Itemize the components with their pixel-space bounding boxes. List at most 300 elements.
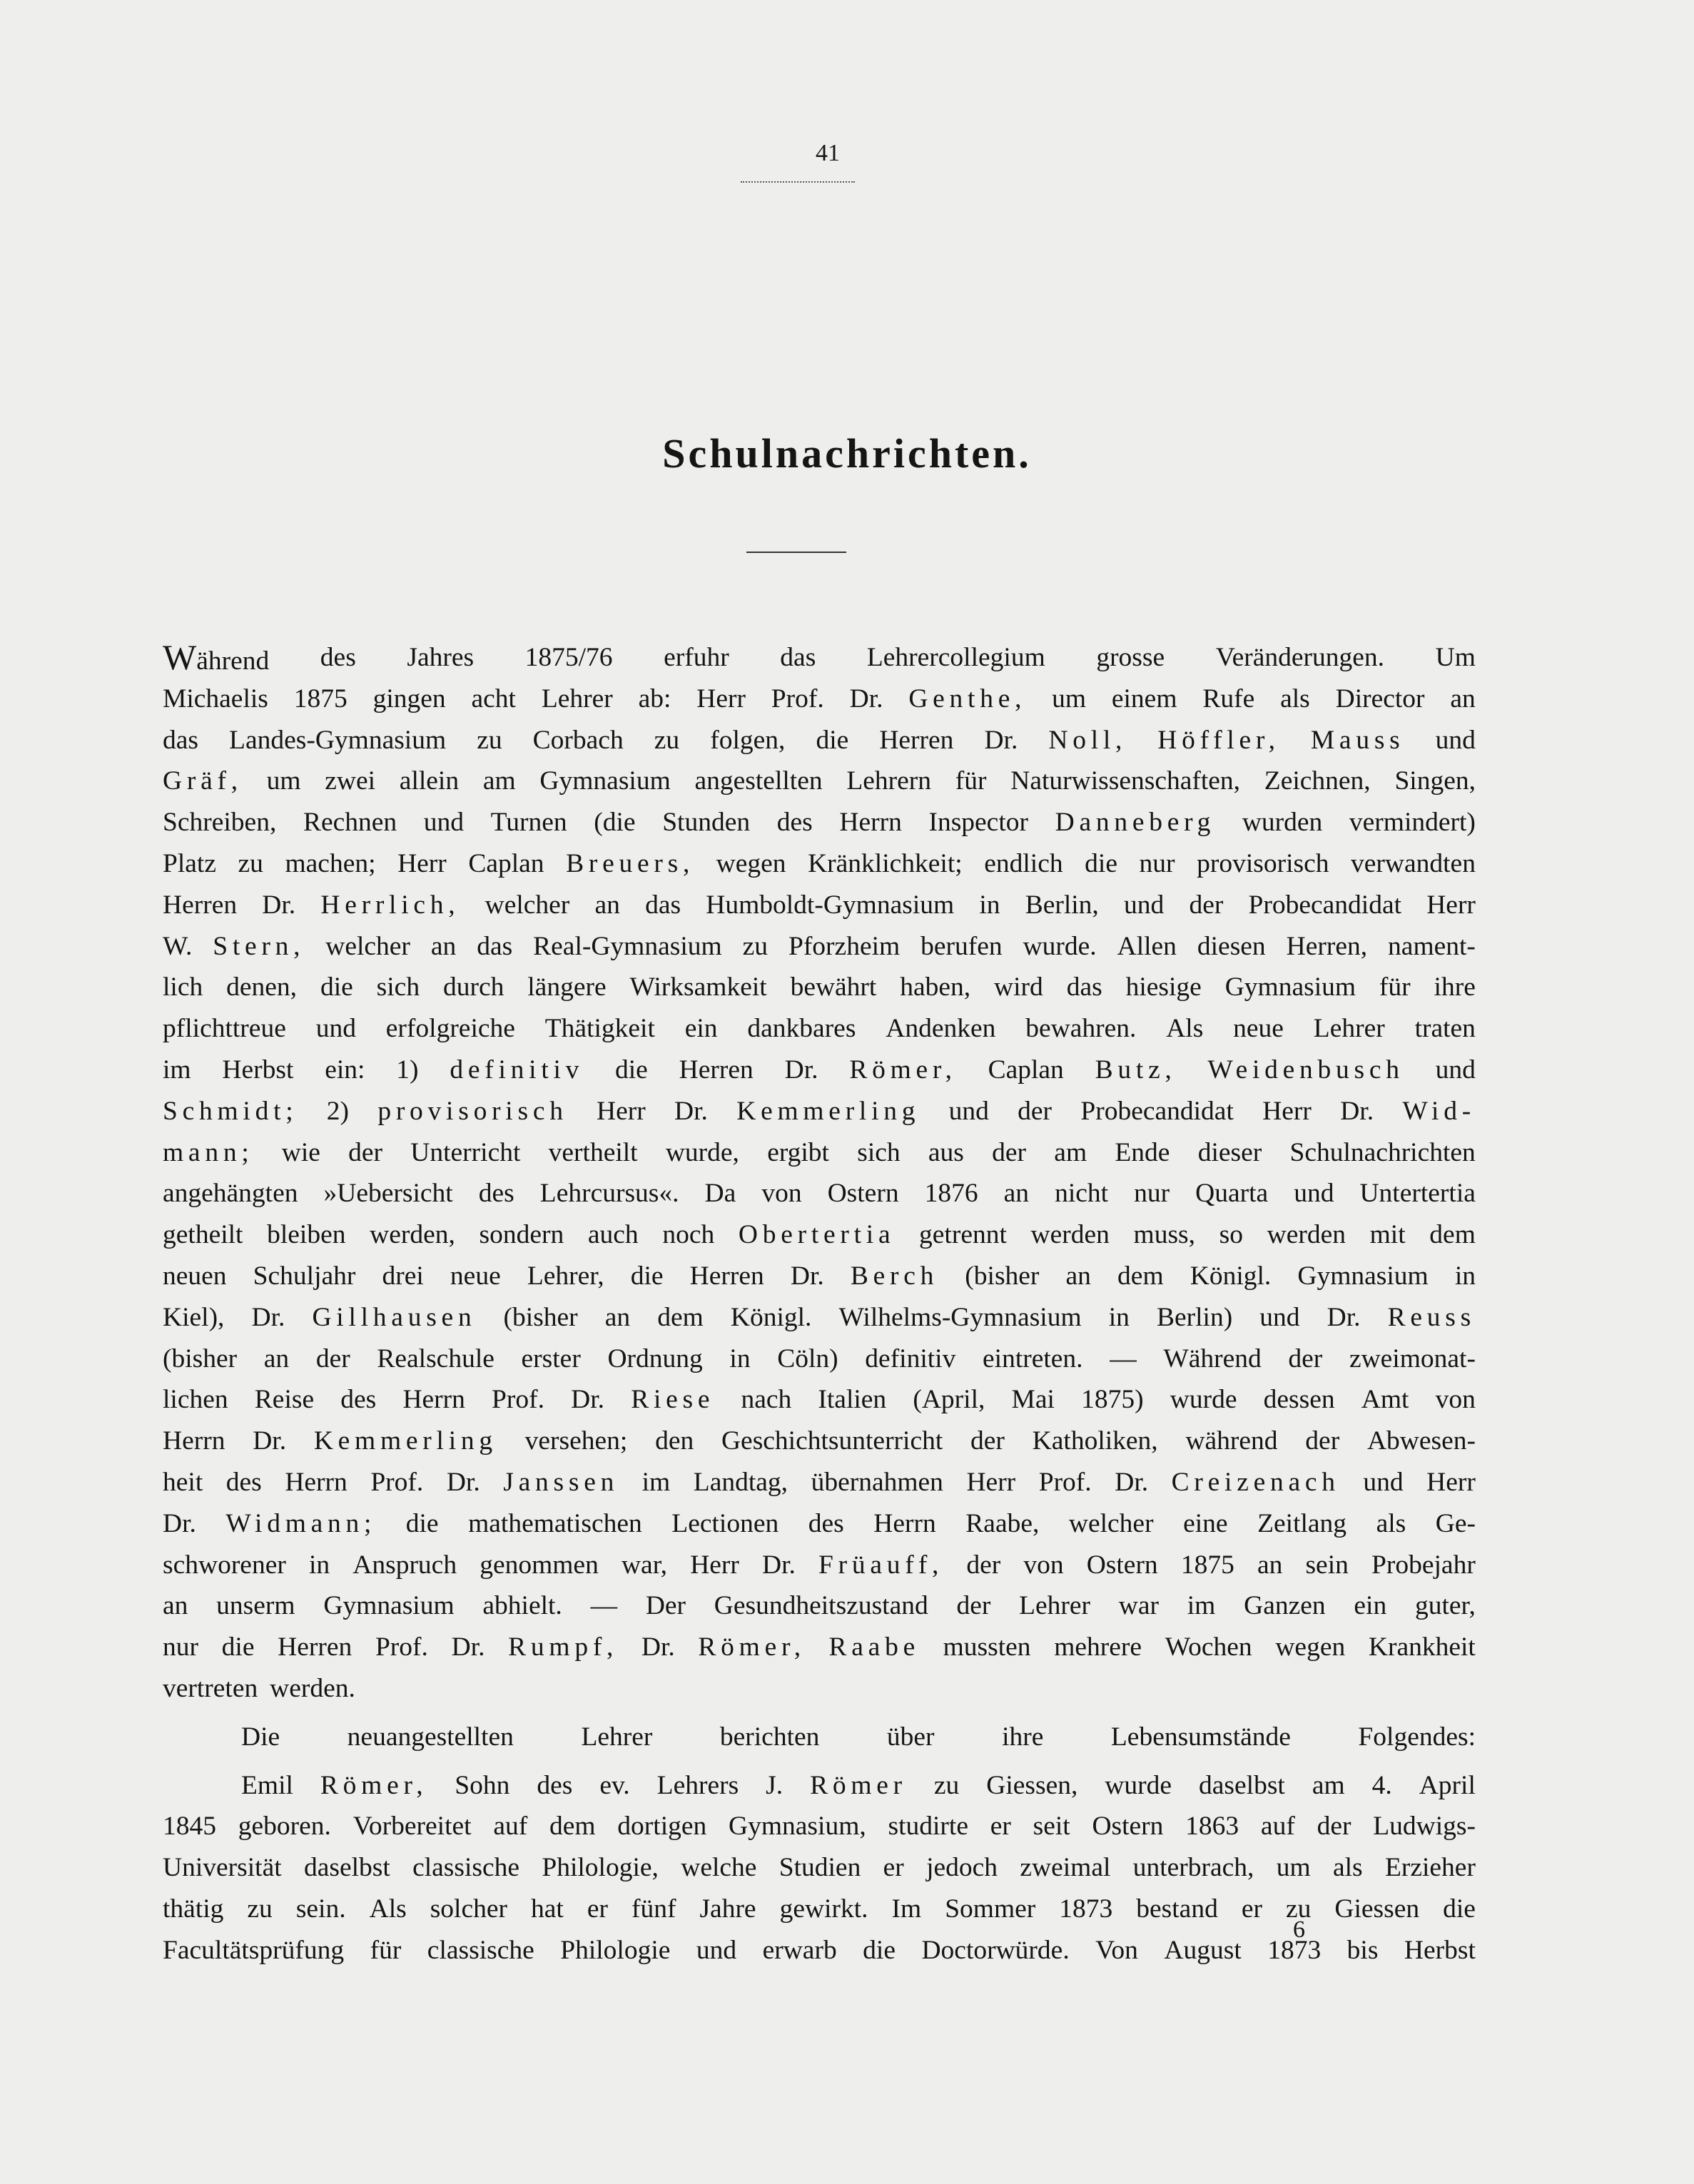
word: Veränderungen. xyxy=(1215,643,1385,672)
word: haben, xyxy=(900,972,971,1002)
word: in xyxy=(1454,1261,1476,1291)
word: Probecandidat xyxy=(1248,890,1402,920)
word: ergibt xyxy=(767,1137,829,1167)
word: Krankheit xyxy=(1368,1632,1476,1662)
word: denen, xyxy=(226,972,298,1002)
word: berichten xyxy=(719,1722,820,1752)
section-title: Schulnachrichten. xyxy=(662,430,1032,477)
word: an xyxy=(1003,1179,1030,1209)
page-number: 41 xyxy=(816,140,840,166)
word: Dr. xyxy=(163,1508,196,1538)
word: Herr xyxy=(597,1096,646,1126)
word: definitiv xyxy=(450,1055,584,1085)
word: dankbares xyxy=(747,1014,856,1044)
word: Gräf, xyxy=(163,766,243,796)
word: lichen xyxy=(163,1385,228,1415)
text-line xyxy=(163,1930,1476,1971)
word: jedoch xyxy=(926,1853,998,1883)
word: Schreiben, xyxy=(163,808,277,838)
word: neuen xyxy=(163,1261,227,1291)
word: Dr. xyxy=(446,1467,480,1497)
word: (April, xyxy=(913,1385,985,1415)
word: Ordnung xyxy=(607,1344,703,1373)
word: Dr. xyxy=(1340,1096,1374,1126)
word: Römer, xyxy=(320,1770,428,1800)
word: dem xyxy=(549,1812,596,1842)
word: an xyxy=(1257,1550,1283,1580)
word: Doctorwürde. xyxy=(921,1935,1070,1965)
word: Herr xyxy=(966,1467,1016,1497)
word: Schuljahr xyxy=(253,1261,356,1291)
word: Landtag, xyxy=(693,1467,788,1497)
text-line xyxy=(163,679,1476,720)
word: Ostern xyxy=(1092,1812,1164,1842)
word: und xyxy=(1124,890,1165,920)
word: der xyxy=(1305,1426,1340,1456)
word: Rechnen xyxy=(303,808,397,838)
word: Ludwigs- xyxy=(1373,1812,1476,1842)
word: die xyxy=(863,1935,896,1965)
word: Da xyxy=(704,1179,736,1209)
word: zu xyxy=(933,1770,960,1800)
text-line xyxy=(163,637,1476,679)
word: Humboldt-Gymnasium xyxy=(706,890,955,920)
word: mehrere xyxy=(1054,1632,1142,1662)
word: übernahmen xyxy=(811,1467,943,1497)
word: Dr. xyxy=(1327,1302,1361,1332)
word: des xyxy=(225,1467,262,1497)
word: und xyxy=(1294,1179,1334,1209)
word: sein xyxy=(1305,1550,1349,1580)
text-line xyxy=(163,1717,1476,1758)
word: Herren xyxy=(163,890,238,920)
word: welcher xyxy=(325,931,410,961)
word: 1875 xyxy=(1180,1550,1234,1580)
word: Erzieher xyxy=(1384,1853,1476,1883)
word: im xyxy=(1187,1591,1216,1621)
word: der xyxy=(956,1591,991,1621)
word: 1) xyxy=(396,1055,419,1085)
word: von xyxy=(761,1179,802,1209)
word: lich xyxy=(163,972,203,1002)
word: Als xyxy=(1166,1014,1204,1044)
word: nur xyxy=(1139,848,1175,878)
word: am xyxy=(1054,1137,1087,1167)
word: war xyxy=(1118,1591,1160,1621)
word: nicht xyxy=(1055,1179,1109,1209)
word: Kemmerling xyxy=(736,1096,920,1126)
word: Herren xyxy=(879,725,954,755)
word: hat xyxy=(531,1894,564,1924)
text-line xyxy=(163,802,1476,843)
word: August xyxy=(1164,1935,1242,1965)
word: der xyxy=(1288,1344,1323,1373)
word: dem xyxy=(1429,1220,1476,1250)
word: 2) xyxy=(326,1096,349,1126)
word: Herbst xyxy=(222,1055,294,1085)
page-number-rule xyxy=(741,181,855,183)
word: Wid- xyxy=(1402,1096,1476,1126)
word: Wochen xyxy=(1165,1632,1252,1662)
word: — xyxy=(590,1591,618,1621)
word: dortigen xyxy=(617,1812,707,1842)
word: in xyxy=(1108,1302,1130,1332)
word: der xyxy=(992,1137,1027,1167)
word: nach xyxy=(741,1385,792,1415)
opening-word xyxy=(163,637,269,679)
word: Danneberg xyxy=(1055,808,1216,838)
word: folgen, xyxy=(710,725,786,755)
word: Philologie xyxy=(560,1935,671,1965)
word: des xyxy=(537,1770,573,1800)
word: Rufe xyxy=(1202,684,1255,713)
word: Prof. xyxy=(375,1632,428,1662)
word: die xyxy=(1443,1894,1476,1924)
word: classische xyxy=(427,1935,534,1965)
word: definitiv xyxy=(865,1344,956,1373)
word: Früauff, xyxy=(818,1550,944,1580)
word: nur xyxy=(163,1632,198,1662)
word: wurde xyxy=(1170,1385,1237,1415)
word: über xyxy=(886,1722,935,1752)
word: (bisher xyxy=(965,1261,1040,1291)
word: Um xyxy=(1435,643,1476,672)
word: (bisher xyxy=(163,1344,238,1373)
word: Philologie, xyxy=(542,1853,659,1883)
word: der xyxy=(1317,1812,1351,1842)
word: dem xyxy=(657,1302,704,1332)
word: an xyxy=(1065,1261,1091,1291)
word: neue xyxy=(450,1261,501,1291)
word: der xyxy=(966,1550,1001,1580)
word: zu xyxy=(247,1894,273,1924)
word: Dr. xyxy=(784,1055,818,1085)
word: nur xyxy=(1134,1179,1170,1209)
word: Stunden xyxy=(662,808,751,838)
word: ev. xyxy=(599,1770,630,1800)
word: wegen xyxy=(716,848,786,878)
word: ein: xyxy=(325,1055,365,1085)
word: und xyxy=(1363,1467,1404,1497)
word: versehen; xyxy=(524,1426,628,1456)
word: des xyxy=(478,1179,514,1209)
word: Widmann; xyxy=(225,1508,377,1538)
word: an xyxy=(604,1302,631,1332)
word: W xyxy=(163,637,197,677)
word: um xyxy=(266,766,301,796)
word: Noll, xyxy=(1048,725,1127,755)
word: längere xyxy=(527,972,607,1002)
word: Herrn xyxy=(285,1467,348,1497)
word: Singen, xyxy=(1394,766,1476,796)
word: getrennt xyxy=(919,1220,1007,1250)
word: welcher xyxy=(1068,1508,1154,1538)
word: Director xyxy=(1335,684,1425,713)
word: Real-Gymnasium xyxy=(533,931,722,961)
word: Andenken xyxy=(886,1014,996,1044)
word: Herr xyxy=(397,848,447,878)
word: Giessen xyxy=(1334,1894,1420,1924)
word: für xyxy=(370,1935,402,1965)
word: und xyxy=(1435,725,1476,755)
word: hiesige xyxy=(1125,972,1202,1002)
word: Herren, xyxy=(1286,931,1368,961)
word: Caplan xyxy=(468,848,544,878)
word: von xyxy=(1435,1385,1476,1415)
text-line xyxy=(163,1765,1476,1807)
word: Caplan xyxy=(988,1055,1064,1085)
word: Weidenbusch xyxy=(1207,1055,1404,1085)
word: neuangestellten xyxy=(347,1722,514,1752)
word: die xyxy=(816,725,849,755)
word: Realschule xyxy=(377,1344,494,1373)
word: und xyxy=(696,1935,737,1965)
word: aus xyxy=(928,1137,964,1167)
word: Quarta xyxy=(1195,1179,1269,1209)
word: ihre xyxy=(1002,1722,1044,1752)
word: Raabe, xyxy=(965,1508,1040,1538)
word: Herren xyxy=(679,1055,754,1085)
text-line xyxy=(163,967,1476,1008)
word: an xyxy=(594,890,620,920)
word: des xyxy=(320,643,356,672)
word: Zeichnen, xyxy=(1264,766,1371,796)
word: Platz xyxy=(163,848,216,878)
word: provisorisch xyxy=(377,1096,568,1126)
word: zwei xyxy=(325,766,376,796)
word: Amt xyxy=(1361,1385,1409,1415)
text-line xyxy=(163,1668,1476,1710)
word: Herr xyxy=(1426,1467,1476,1497)
word: abhielt. xyxy=(482,1591,562,1621)
word: zweimonat- xyxy=(1349,1344,1476,1373)
word: grosse xyxy=(1096,643,1165,672)
word: 1876 xyxy=(924,1179,978,1209)
text-line xyxy=(163,1050,1476,1091)
word: ährend xyxy=(196,646,270,676)
word: »Uebersicht xyxy=(323,1179,453,1209)
word: welche xyxy=(681,1853,757,1883)
text-line xyxy=(163,1132,1476,1174)
word: Studien xyxy=(778,1853,861,1883)
word: Reuss xyxy=(1387,1302,1476,1332)
word: solcher xyxy=(430,1894,507,1924)
word: J. xyxy=(766,1770,783,1800)
word: daselbst xyxy=(303,1853,390,1883)
word: der xyxy=(1189,890,1224,920)
word: Pforzheim xyxy=(788,931,901,961)
word: die xyxy=(1085,848,1117,878)
word: Herren xyxy=(689,1261,764,1291)
word: Der xyxy=(645,1591,686,1621)
word: erwarb xyxy=(762,1935,837,1965)
word: unterbrach, xyxy=(1132,1853,1254,1883)
word: Gymnasium, xyxy=(729,1812,866,1842)
word: 1873 xyxy=(1267,1935,1322,1965)
word: als xyxy=(1376,1508,1406,1538)
word: vertreten xyxy=(163,1673,258,1703)
word: Mauss xyxy=(1310,725,1405,755)
word: Herrlich, xyxy=(320,890,460,920)
word: Schulnachrichten xyxy=(1289,1137,1476,1167)
word: Lehrern xyxy=(846,766,932,796)
signature-mark: 6 xyxy=(1293,1916,1305,1943)
word: Abwesen- xyxy=(1366,1426,1476,1456)
text-line xyxy=(163,1256,1476,1297)
word: machen; xyxy=(285,848,376,878)
word: dieser xyxy=(1197,1137,1262,1167)
word: ab: xyxy=(638,684,671,713)
word: — xyxy=(1110,1344,1137,1373)
word: Königl. xyxy=(1190,1261,1272,1291)
word: zweimal xyxy=(1020,1853,1111,1883)
word: Dr. xyxy=(1115,1467,1149,1497)
text-line xyxy=(163,1545,1476,1586)
word: und xyxy=(1259,1302,1300,1332)
word: thätig xyxy=(163,1894,224,1924)
word: so xyxy=(1219,1220,1243,1250)
word: das xyxy=(645,890,681,920)
word: war, xyxy=(621,1550,668,1580)
word: ein xyxy=(684,1014,718,1044)
word: Dr. xyxy=(674,1096,708,1126)
text-line xyxy=(163,1421,1476,1462)
word: Im xyxy=(891,1894,922,1924)
word: Dr. xyxy=(571,1385,605,1415)
word: er xyxy=(883,1853,904,1883)
word: für xyxy=(955,766,987,796)
word: Lectionen xyxy=(671,1508,779,1538)
word: verwandten xyxy=(1351,848,1476,878)
word: Inspector xyxy=(928,808,1028,838)
word: (bisher xyxy=(503,1302,578,1332)
word: und xyxy=(315,1014,356,1044)
word: in xyxy=(729,1344,751,1373)
word: am xyxy=(482,766,516,796)
word: angehängten xyxy=(163,1179,298,1209)
word: 1863 xyxy=(1185,1812,1239,1842)
word: bewährt xyxy=(790,972,877,1002)
word: des xyxy=(808,1508,844,1538)
word: Rumpf, xyxy=(508,1632,619,1662)
word: Geschichtsunterricht xyxy=(721,1426,943,1456)
word: die xyxy=(630,1261,664,1291)
word: werden xyxy=(1267,1220,1346,1250)
word: W. xyxy=(163,931,193,961)
word: 4. xyxy=(1371,1770,1392,1800)
word: diesen xyxy=(1197,931,1266,961)
word: ihre xyxy=(1434,972,1476,1002)
word: er xyxy=(587,1894,608,1924)
word: Landes-Gymnasium xyxy=(229,725,447,755)
word: Dr. xyxy=(984,725,1018,755)
word: Facultätsprüfung xyxy=(163,1935,345,1965)
word: bis xyxy=(1346,1935,1379,1965)
word: sondern xyxy=(479,1220,564,1250)
word: das xyxy=(780,643,816,672)
word: wegen xyxy=(1275,1632,1346,1662)
word: Ende xyxy=(1115,1137,1170,1167)
word: Anspruch xyxy=(353,1550,457,1580)
word: Naturwissenschaften, xyxy=(1010,766,1241,796)
word: Reise xyxy=(254,1385,315,1415)
word: Unterricht xyxy=(410,1137,521,1167)
word: 1875) xyxy=(1081,1385,1144,1415)
word: Herrn xyxy=(873,1508,936,1538)
word: traten xyxy=(1414,1014,1476,1044)
word: Prof. xyxy=(492,1385,545,1415)
text-line xyxy=(163,1847,1476,1889)
word: bewahren. xyxy=(1025,1014,1137,1044)
word: 1873 xyxy=(1059,1894,1113,1924)
word: (die xyxy=(594,808,636,838)
text-line xyxy=(163,1585,1476,1627)
word: Genthe, xyxy=(908,684,1027,713)
word: Die xyxy=(241,1722,280,1752)
word: drei xyxy=(382,1261,424,1291)
word: Herr xyxy=(1426,890,1476,920)
word: Ostern xyxy=(827,1179,899,1209)
word: studirte xyxy=(888,1812,968,1842)
word: Dr. xyxy=(762,1550,796,1580)
word: zu xyxy=(1285,1894,1312,1924)
word: sich xyxy=(857,1137,901,1167)
text-line xyxy=(163,1889,1476,1930)
word: gingen xyxy=(372,684,446,713)
word: allein xyxy=(399,766,460,796)
word: provisorisch xyxy=(1197,848,1329,878)
text-line xyxy=(163,1297,1476,1339)
word: Während xyxy=(1163,1344,1262,1373)
word: wird xyxy=(994,972,1043,1002)
word: erfuhr xyxy=(664,643,729,672)
text-line xyxy=(163,761,1476,802)
word: Jahre xyxy=(699,1894,756,1924)
word: Lebensumstände xyxy=(1110,1722,1291,1752)
word: pflichttreue xyxy=(163,1014,286,1044)
word: Ge- xyxy=(1435,1508,1476,1538)
text-line xyxy=(163,1091,1476,1132)
word: wurde, xyxy=(665,1137,739,1167)
word: die xyxy=(221,1632,255,1662)
word: wurden xyxy=(1242,808,1323,838)
word: Kiel), xyxy=(163,1302,225,1332)
word: der xyxy=(1018,1096,1053,1126)
word: Prof. xyxy=(771,684,824,713)
word: erfolgreiche xyxy=(385,1014,515,1044)
word: endlich xyxy=(984,848,1063,878)
word: neue xyxy=(1233,1014,1284,1044)
word: an xyxy=(163,1591,188,1621)
text-line xyxy=(163,926,1476,967)
word: bleiben xyxy=(267,1220,346,1250)
word: Herrn xyxy=(163,1426,225,1456)
word: Dr. xyxy=(262,890,296,920)
word: Lehrcursus«. xyxy=(539,1179,679,1209)
word: welcher xyxy=(485,890,570,920)
word: als xyxy=(1332,1853,1363,1883)
word: der xyxy=(970,1426,1005,1456)
word: Ostern xyxy=(1086,1550,1158,1580)
word: 1845 xyxy=(163,1812,216,1842)
word: Schmidt; xyxy=(163,1096,298,1126)
word: Prof. xyxy=(1038,1467,1092,1497)
word: Lehrercollegium xyxy=(866,643,1045,672)
word: das xyxy=(163,725,198,755)
word: Stern, xyxy=(213,931,305,961)
word: Wirksamkeit xyxy=(629,972,767,1002)
word: Gesundheitszustand xyxy=(714,1591,928,1621)
